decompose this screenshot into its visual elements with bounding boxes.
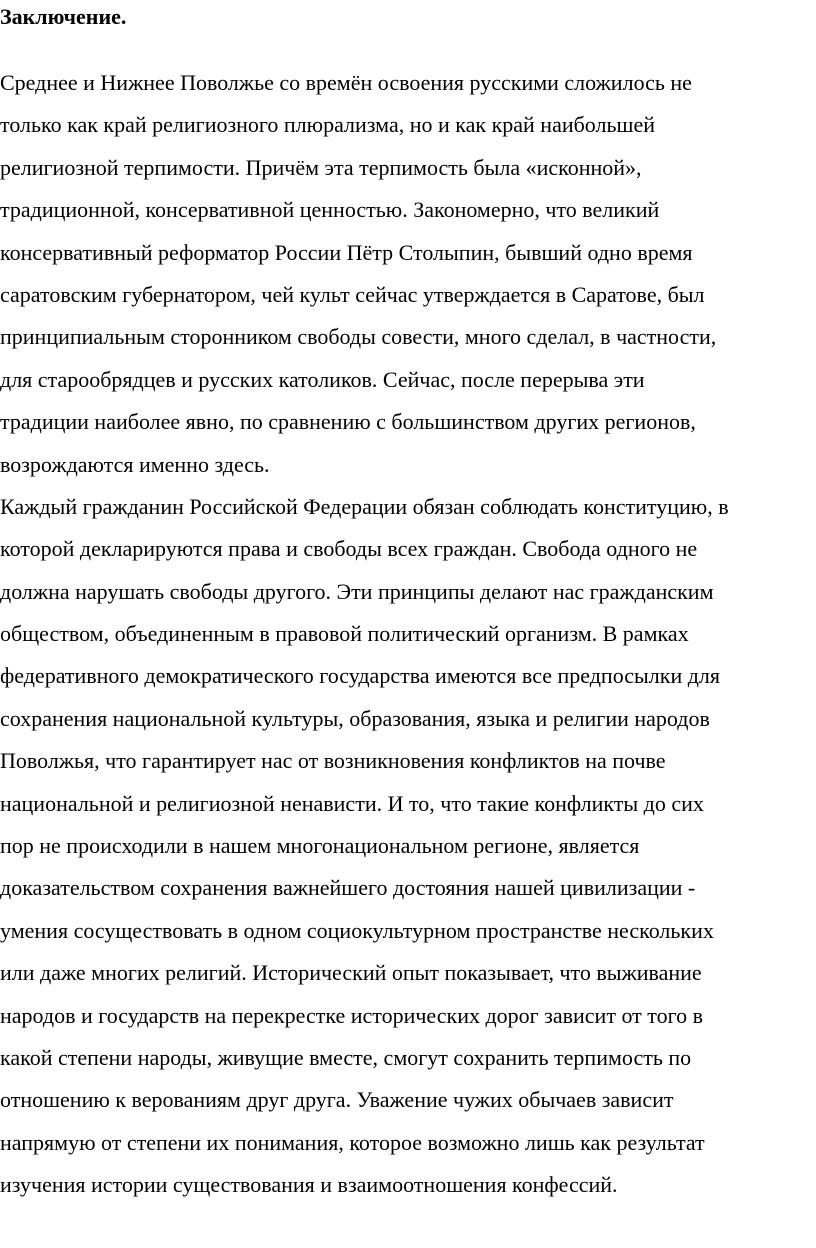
text-line: Поволжья, что гарантирует нас от возникновения конфликтов на почве	[0, 748, 666, 774]
text-line: традиционной, консервативной ценностью. Закономерно, что великий	[0, 197, 660, 223]
text-line: какой степени народы, живущие вместе, смогут сохранить терпимость по	[0, 1044, 692, 1070]
text-line: Среднее и Нижнее Поволжье со времён освоения русскими сложилось не	[0, 70, 692, 95]
text-line: возрождаются именно здесь.	[0, 451, 270, 477]
text-line: напрямую от степени их понимания, которое возможно лишь как результат	[0, 1129, 705, 1155]
text-line: федеративного демократического государства имеются все предпосылки для	[0, 663, 721, 689]
text-line: только как край религиозного плюрализма, но и как край наибольшей	[0, 112, 656, 138]
text-line: народов и государств на перекрестке исторических дорог зависит от того в	[0, 1002, 703, 1028]
text-line: Каждый гражданин Российской Федерации обязан соблюдать конституцию, в	[0, 493, 729, 519]
text-line: должна нарушать свободы другого. Эти принципы делают нас гражданским	[0, 578, 714, 604]
text-line: традиции наиболее явно, по сравнению с большинством других регионов,	[0, 409, 696, 435]
text-line: национальной и религиозной ненависти. И то, что такие конфликты до сих	[0, 790, 704, 816]
text-line: обществом, объединенным в правовой политический организм. В рамках	[0, 621, 689, 647]
text-line: саратовским губернатором, чей культ сейчас утверждается в Саратове, был	[0, 281, 705, 307]
text-line: для старообрядцев и русских католиков. Сейчас, после перерыва эти	[0, 366, 645, 392]
text-line: или даже многих религий. Исторический опыт показывает, что выживание	[0, 960, 702, 986]
text-line: доказательством сохранения важнейшего достояния нашей цивилизации -	[0, 875, 696, 901]
text-line: отношению к верованиям друг друга. Уважение чужих обычаев зависит	[0, 1087, 674, 1113]
text-line: религиозной терпимости. Причём эта терпимость была «исконной»,	[0, 154, 642, 180]
page-title: Заключение.	[0, 4, 127, 29]
document-body	[0, 62, 816, 1207]
text-line: консервативный реформатор России Пётр Столыпин, бывший одно время	[0, 239, 693, 265]
text-line: которой декларируются права и свободы всех граждан. Свобода одного не	[0, 536, 698, 562]
text-line: изучения истории существования и взаимоотношения конфессий.	[0, 1172, 618, 1198]
text-line: сохранения национальной культуры, образования, языка и религии народов	[0, 705, 710, 731]
text-line: пор не происходили в нашем многонациональном регионе, является	[0, 833, 640, 859]
text-line: принципиальным сторонником свободы совести, много сделал, в частности,	[0, 324, 717, 350]
text-line: умения сосуществовать в одном социокультурном пространстве нескольких	[0, 917, 714, 943]
